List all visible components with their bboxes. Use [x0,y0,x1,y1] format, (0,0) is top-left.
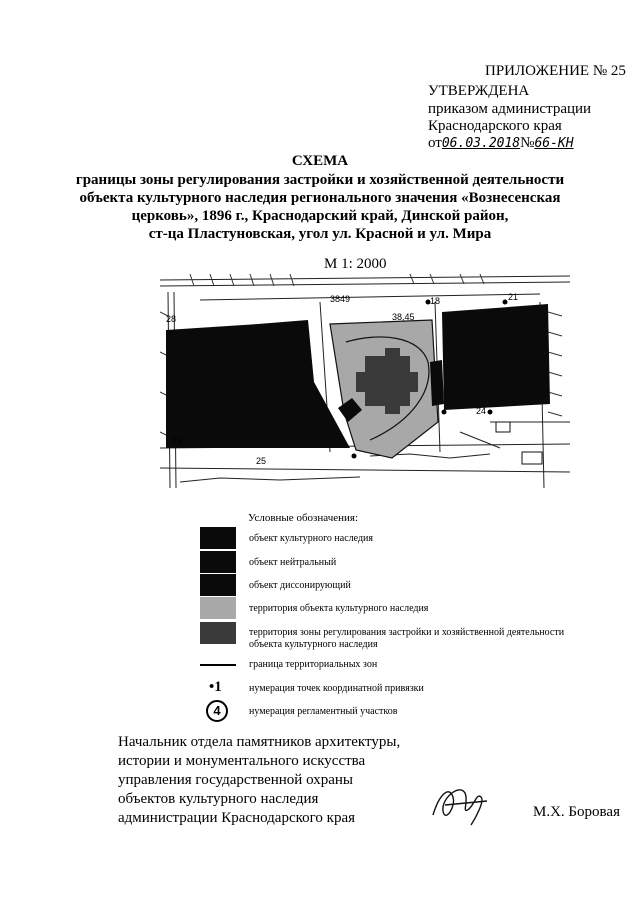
legend-label-territory: территория объекта культурного наследия [249,603,429,614]
legend-label-dissonant: объект диссонирующий [249,580,351,591]
church-footprint [356,348,418,414]
legend-title: Условные обозначения: [248,512,359,524]
map-label-26: 26 [172,436,183,446]
title-line-2: объекта культурного наследия регионального значения «Вознесенская [79,190,561,206]
map-label-21: 21 [508,292,519,302]
signatory-name: М.Х. Боровая [533,804,620,820]
legend-swatch-heritage [200,527,236,549]
handwritten-number: 66-КН [534,136,574,151]
legend-label-points: нумерация точек координатной привязки [249,683,424,694]
signatory-line-5: администрации Краснодарского края [118,810,356,826]
map-label-3845: 38,45 [392,312,415,322]
legend-label-heritage: объект культурного наследия [249,533,373,544]
order-line-2: Краснодарского края [428,118,562,134]
map-label-28: 28 [166,314,177,324]
signatory-line-2: истории и монументального искусства [118,753,366,769]
approved-label: УТВЕРЖДЕНА [428,83,530,99]
handwritten-date: 06.03.2018 [441,136,521,151]
order-date-line [428,134,574,153]
outbuilding [522,452,542,464]
site-map [160,272,570,488]
legend-label-boundary: граница территориальных зон [249,659,378,670]
title-line-1: границы зоны регулирования застройки и хозяйственной деятельности [75,172,565,188]
document-heading: СХЕМА [291,153,349,169]
building-east [442,304,550,410]
legend-swatch-dissonant [200,574,236,596]
scale-label: М 1: 2000 [324,256,387,272]
legend-swatch-neutral [200,551,236,573]
legend-swatch-territory [200,597,236,619]
number-prefix: № [520,135,535,151]
building-east-annex [430,360,444,406]
title-line-4: ст-ца Пластуновская, угол ул. Красной и ул. Мира [148,226,492,242]
legend-label-zone: территория зоны регулирования застройки и хозяйственной деятельности объекта культурного наследия [249,627,565,650]
signatory-line-3: управления государственной охраны [118,772,353,788]
legend-label-plots: нумерация регламентный участков [249,706,398,717]
map-label-24: 24 [476,406,487,416]
legend-label-neutral: объект нейтральный [249,557,337,568]
outbuilding-2 [496,422,510,432]
map-label-18: 18 [430,296,441,306]
handwritten-signature [425,775,495,835]
legend-point-symbol: •1 [209,679,222,695]
legend-swatch-zone [200,622,236,644]
appendix-number: ПРИЛОЖЕНИЕ № 25 [485,63,626,79]
date-prefix: от [428,135,442,151]
legend-line-boundary [200,664,236,666]
map-label-25: 25 [256,456,267,466]
signatory-line-1: Начальник отдела памятников архитектуры, [118,734,401,750]
signatory-line-4: объектов культурного наследия [118,791,319,807]
order-line-1: приказом администрации [428,101,592,117]
title-line-3: церковь», 1896 г., Краснодарский край, Динской район, [131,208,509,224]
legend-circle-symbol: 4 [206,700,228,722]
map-label-3849: 3849 [330,294,351,304]
